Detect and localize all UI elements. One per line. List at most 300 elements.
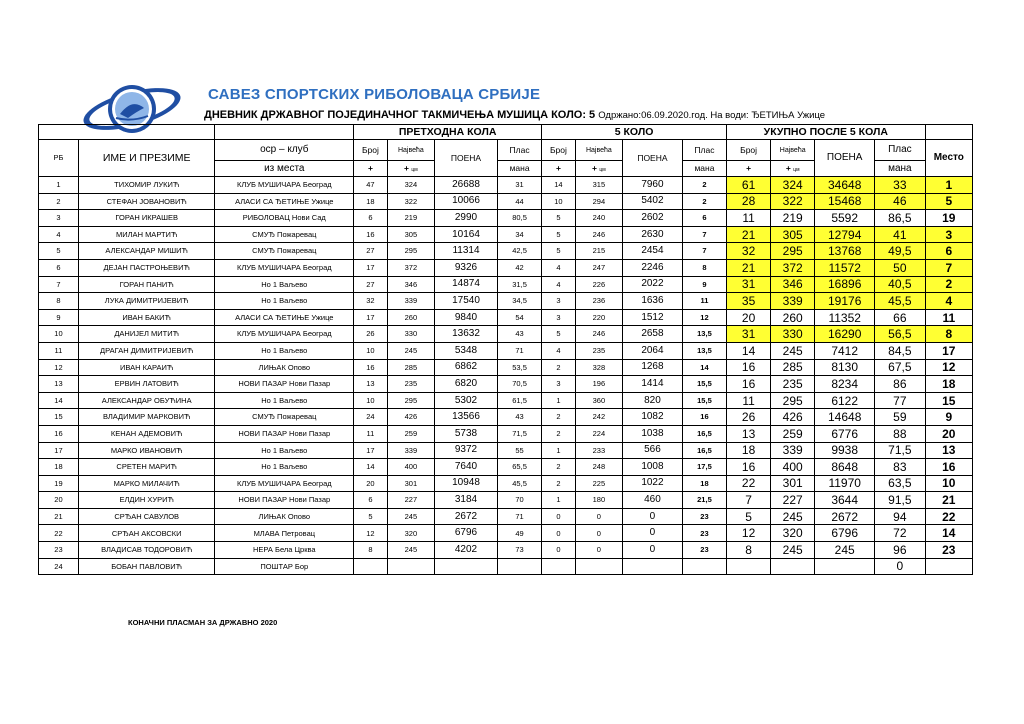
- cell-round-count: 2: [542, 459, 576, 476]
- cell-prev-points: 9372: [435, 442, 498, 459]
- cell-rb: 18: [39, 459, 79, 476]
- cell-rb: 13: [39, 376, 79, 393]
- cell-club: ЛИЊАК Опово: [215, 508, 354, 525]
- cell-round-largest: 248: [575, 459, 622, 476]
- cell-total-place: 72: [875, 525, 925, 542]
- cell-prev-place: 55: [498, 442, 542, 459]
- cell-rb: 20: [39, 492, 79, 509]
- cell-total-points: 6122: [815, 392, 875, 409]
- cell-prev-count: 13: [354, 376, 388, 393]
- cell-total-place: 86: [875, 376, 925, 393]
- cell-prev-count: 17: [354, 259, 388, 276]
- cell-rank: 15: [925, 392, 972, 409]
- results-table: [38, 124, 973, 575]
- cell-round-place: 18: [682, 475, 726, 492]
- cell-prev-place: 71: [498, 342, 542, 359]
- cell-rb: 1: [39, 177, 79, 194]
- cell-prev-points: 6820: [435, 376, 498, 393]
- cell-prev-count: 16: [354, 359, 388, 376]
- cell-prev-place: 31,5: [498, 276, 542, 293]
- header-rb: РБ: [39, 140, 79, 177]
- cell-round-points: 1512: [623, 309, 683, 326]
- cell-rb: 5: [39, 243, 79, 260]
- cell-round-count: 10: [542, 193, 576, 210]
- cell-rb: 6: [39, 259, 79, 276]
- cell-total-count: 7: [727, 492, 771, 509]
- header-round-count: Број: [542, 140, 576, 161]
- cell-rank: 22: [925, 508, 972, 525]
- cell-name: ИВАН БАКИЋ: [78, 309, 215, 326]
- cell-round-points: 1038: [623, 425, 683, 442]
- cell-total-largest: 259: [771, 425, 815, 442]
- cell-name: МАРКО МИЛАЧИЋ: [78, 475, 215, 492]
- cell-round-place: 21,5: [682, 492, 726, 509]
- cell-prev-points: 13566: [435, 409, 498, 426]
- cell-prev-count: 24: [354, 409, 388, 426]
- cell-rank: 7: [925, 259, 972, 276]
- table-row: [39, 276, 973, 293]
- cell-total-points: 11970: [815, 475, 875, 492]
- cell-rank: 5: [925, 193, 972, 210]
- cell-name: ГОРАН ПАНИЋ: [78, 276, 215, 293]
- cell-club: РИБОЛОВАЦ Нови Сад: [215, 210, 354, 227]
- unit-cm: цм: [411, 167, 418, 173]
- cell-prev-place: 44: [498, 193, 542, 210]
- cell-rb: 4: [39, 226, 79, 243]
- cell-total-largest: 285: [771, 359, 815, 376]
- cell-rank: 16: [925, 459, 972, 476]
- cell-total-place: 59: [875, 409, 925, 426]
- cell-total-count: 26: [727, 409, 771, 426]
- cell-rb: 24: [39, 558, 79, 575]
- cell-round-count: 0: [542, 542, 576, 559]
- cell-prev-largest: 320: [387, 525, 434, 542]
- cell-prev-points: 9840: [435, 309, 498, 326]
- cell-total-place: 71,5: [875, 442, 925, 459]
- cell-prev-points: 13632: [435, 326, 498, 343]
- cell-total-points: 8648: [815, 459, 875, 476]
- cell-club: Но 1 Ваљево: [215, 442, 354, 459]
- cell-round-count: 5: [542, 326, 576, 343]
- cell-round-place: 23: [682, 542, 726, 559]
- cell-prev-count: 5: [354, 508, 388, 525]
- cell-prev-largest: 339: [387, 442, 434, 459]
- cell-round-count: 2: [542, 409, 576, 426]
- cell-total-largest: 320: [771, 525, 815, 542]
- cell-total-largest: 295: [771, 243, 815, 260]
- cell-prev-largest: 301: [387, 475, 434, 492]
- cell-total-count: 31: [727, 326, 771, 343]
- cell-round-place: 2: [682, 193, 726, 210]
- cell-total-points: 6796: [815, 525, 875, 542]
- cell-club: АЛАСИ СА ЂЕТИЊЕ Ужице: [215, 309, 354, 326]
- cell-prev-largest: 346: [387, 276, 434, 293]
- cell-total-largest: 227: [771, 492, 815, 509]
- header-round-place: Плас: [682, 140, 726, 161]
- group-blank: [39, 125, 215, 140]
- cell-round-count: 5: [542, 210, 576, 227]
- cell-prev-count: 10: [354, 392, 388, 409]
- cell-round-count: 0: [542, 508, 576, 525]
- cell-prev-place: 45,5: [498, 475, 542, 492]
- cell-total-place: 49,5: [875, 243, 925, 260]
- cell-prev-largest: 426: [387, 409, 434, 426]
- cell-prev-largest: 260: [387, 309, 434, 326]
- cell-rank: 20: [925, 425, 972, 442]
- cell-round-count: 5: [542, 243, 576, 260]
- cell-round-largest: 247: [575, 259, 622, 276]
- cell-round-count: 2: [542, 475, 576, 492]
- cell-round-largest: 225: [575, 475, 622, 492]
- cell-round-points: 1022: [623, 475, 683, 492]
- cell-club: ПОШТАР Бор: [215, 558, 354, 575]
- cell-round-largest: 242: [575, 409, 622, 426]
- cell-prev-place: 70: [498, 492, 542, 509]
- header-prev-place-bottom: мана: [498, 161, 542, 177]
- header-total-largest: Највећа: [771, 140, 815, 161]
- cell-rank: 1: [925, 177, 972, 194]
- cell-name: ВЛАДИМИР МАРКОВИЋ: [78, 409, 215, 426]
- cell-rb: 14: [39, 392, 79, 409]
- cell-round-place: 9: [682, 276, 726, 293]
- cell-prev-count: 20: [354, 475, 388, 492]
- cell-total-place: 83: [875, 459, 925, 476]
- cell-prev-place: 31: [498, 177, 542, 194]
- cell-prev-place: 80,5: [498, 210, 542, 227]
- cell-round-place: 13,5: [682, 342, 726, 359]
- cell-total-place: 33: [875, 177, 925, 194]
- cell-total-count: 16: [727, 376, 771, 393]
- cell-total-count: 13: [727, 425, 771, 442]
- cell-total-count: 5: [727, 508, 771, 525]
- cell-rb: 12: [39, 359, 79, 376]
- cell-prev-place: 43: [498, 326, 542, 343]
- header-round-largest: Највећа: [575, 140, 622, 161]
- cell-prev-place: 71: [498, 508, 542, 525]
- cell-round-count: 4: [542, 259, 576, 276]
- cell-name: ЕРВИН ЛАТОВИЋ: [78, 376, 215, 393]
- cell-name: ЛУКА ДИМИТРИЈЕВИЋ: [78, 293, 215, 310]
- cell-name: СТЕФАН ЈОВАНОВИЋ: [78, 193, 215, 210]
- table-row: [39, 259, 973, 276]
- cell-prev-count: 26: [354, 326, 388, 343]
- cell-rank: 4: [925, 293, 972, 310]
- cell-total-count: 21: [727, 226, 771, 243]
- cell-prev-largest: [387, 558, 434, 575]
- cell-club: КЛУБ МУШИЧАРА Београд: [215, 177, 354, 194]
- table-row: [39, 425, 973, 442]
- cell-prev-points: 2672: [435, 508, 498, 525]
- cell-total-place: 63,5: [875, 475, 925, 492]
- cell-prev-points: 6796: [435, 525, 498, 542]
- cell-prev-largest: 295: [387, 243, 434, 260]
- cell-round-points: 0: [623, 525, 683, 542]
- cell-prev-count: 6: [354, 492, 388, 509]
- cell-prev-points: 14874: [435, 276, 498, 293]
- cell-round-largest: 226: [575, 276, 622, 293]
- cell-total-largest: 219: [771, 210, 815, 227]
- cell-total-largest: 245: [771, 508, 815, 525]
- cell-total-count: 11: [727, 392, 771, 409]
- cell-rank: 17: [925, 342, 972, 359]
- cell-club: НОВИ ПАЗАР Нови Пазар: [215, 425, 354, 442]
- header-round-place-bottom: мана: [682, 161, 726, 177]
- table-row: [39, 475, 973, 492]
- cell-prev-points: 2990: [435, 210, 498, 227]
- cell-total-place: 84,5: [875, 342, 925, 359]
- cell-rb: 9: [39, 309, 79, 326]
- cell-total-largest: 339: [771, 293, 815, 310]
- header-round-largest-plus: [575, 161, 622, 177]
- table-row: [39, 542, 973, 559]
- cell-prev-largest: 245: [387, 508, 434, 525]
- cell-prev-points: 5738: [435, 425, 498, 442]
- cell-round-place: 14: [682, 359, 726, 376]
- cell-round-largest: 246: [575, 326, 622, 343]
- group-round: 5 КОЛО: [542, 125, 727, 140]
- cell-round-count: 1: [542, 492, 576, 509]
- cell-prev-place: 54: [498, 309, 542, 326]
- cell-name: БОБАН ПАВЛОВИЋ: [78, 558, 215, 575]
- cell-prev-place: 34,5: [498, 293, 542, 310]
- cell-prev-largest: 285: [387, 359, 434, 376]
- cell-round-largest: 224: [575, 425, 622, 442]
- cell-total-points: 16896: [815, 276, 875, 293]
- cell-round-points: 1082: [623, 409, 683, 426]
- cell-total-largest: 330: [771, 326, 815, 343]
- cell-prev-points: [435, 558, 498, 575]
- table-row: [39, 226, 973, 243]
- cell-round-place: 6: [682, 210, 726, 227]
- cell-prev-place: 43: [498, 409, 542, 426]
- cell-round-place: 12: [682, 309, 726, 326]
- cell-rb: 17: [39, 442, 79, 459]
- cell-total-points: 12794: [815, 226, 875, 243]
- cell-total-points: 2672: [815, 508, 875, 525]
- header-prev-largest: Највећа: [387, 140, 434, 161]
- cell-prev-place: 42: [498, 259, 542, 276]
- cell-prev-points: 6862: [435, 359, 498, 376]
- cell-round-count: 3: [542, 293, 576, 310]
- table-row: [39, 359, 973, 376]
- cell-total-largest: 400: [771, 459, 815, 476]
- cell-rb: 15: [39, 409, 79, 426]
- cell-total-points: 8130: [815, 359, 875, 376]
- cell-club: НОВИ ПАЗАР Нови Пазар: [215, 376, 354, 393]
- cell-round-largest: 233: [575, 442, 622, 459]
- cell-total-largest: 426: [771, 409, 815, 426]
- cell-total-largest: 235: [771, 376, 815, 393]
- cell-total-count: 35: [727, 293, 771, 310]
- cell-prev-points: 10066: [435, 193, 498, 210]
- cell-prev-points: 10164: [435, 226, 498, 243]
- header-prev-count-plus: +: [354, 161, 388, 177]
- table-row: [39, 492, 973, 509]
- cell-round-points: 2246: [623, 259, 683, 276]
- cell-prev-count: 17: [354, 309, 388, 326]
- table-row: [39, 558, 973, 575]
- cell-name: МАРКО ИВАНОВИЋ: [78, 442, 215, 459]
- cell-total-place: 67,5: [875, 359, 925, 376]
- cell-round-place: 23: [682, 508, 726, 525]
- cell-club: СМУЂ Пожаревац: [215, 409, 354, 426]
- cell-round-points: 5402: [623, 193, 683, 210]
- cell-prev-largest: 400: [387, 459, 434, 476]
- cell-total-count: 18: [727, 442, 771, 459]
- cell-rb: 2: [39, 193, 79, 210]
- cell-round-points: 2602: [623, 210, 683, 227]
- cell-prev-count: 18: [354, 193, 388, 210]
- cell-rb: 23: [39, 542, 79, 559]
- cell-prev-largest: 259: [387, 425, 434, 442]
- cell-round-largest: 328: [575, 359, 622, 376]
- cell-total-place: 77: [875, 392, 925, 409]
- cell-round-place: 23: [682, 525, 726, 542]
- cell-prev-points: 5348: [435, 342, 498, 359]
- cell-round-points: 566: [623, 442, 683, 459]
- header-name: ИМЕ И ПРЕЗИМЕ: [78, 140, 215, 177]
- cell-total-place: 46: [875, 193, 925, 210]
- cell-total-place: 41: [875, 226, 925, 243]
- cell-round-place: 15,5: [682, 392, 726, 409]
- cell-club: НОВИ ПАЗАР Нови Пазар: [215, 492, 354, 509]
- cell-club: АЛАСИ СА ЂЕТИЊЕ Ужице: [215, 193, 354, 210]
- table-row: [39, 193, 973, 210]
- cell-rank: 11: [925, 309, 972, 326]
- cell-rank: 14: [925, 525, 972, 542]
- table-row: [39, 309, 973, 326]
- cell-total-count: 8: [727, 542, 771, 559]
- cell-club: Но 1 Ваљево: [215, 293, 354, 310]
- cell-club: КЛУБ МУШИЧАРА Београд: [215, 475, 354, 492]
- table-row: [39, 210, 973, 227]
- cell-total-points: 16290: [815, 326, 875, 343]
- cell-total-largest: 372: [771, 259, 815, 276]
- cell-round-largest: 360: [575, 392, 622, 409]
- cell-round-place: 7: [682, 226, 726, 243]
- group-blank-club: [215, 125, 354, 140]
- header-club-bottom: из места: [215, 161, 354, 177]
- competition-subtitle: [204, 109, 825, 121]
- cell-round-place: 17,5: [682, 459, 726, 476]
- cell-prev-count: 16: [354, 226, 388, 243]
- cell-round-count: 4: [542, 276, 576, 293]
- cell-total-largest: [771, 558, 815, 575]
- cell-round-count: 3: [542, 309, 576, 326]
- cell-prev-place: 71,5: [498, 425, 542, 442]
- cell-round-largest: 196: [575, 376, 622, 393]
- group-header-row: [39, 125, 973, 140]
- cell-round-count: 4: [542, 342, 576, 359]
- cell-total-place: 91,5: [875, 492, 925, 509]
- cell-round-largest: 315: [575, 177, 622, 194]
- cell-rank: 19: [925, 210, 972, 227]
- cell-round-place: 11: [682, 293, 726, 310]
- cell-name: ДРАГАН ДИМИТРИЈЕВИЋ: [78, 342, 215, 359]
- group-previous-rounds: ПРЕТХОДНА КОЛА: [354, 125, 542, 140]
- cell-rank: 21: [925, 492, 972, 509]
- cell-prev-largest: 330: [387, 326, 434, 343]
- cell-round-points: 0: [623, 542, 683, 559]
- header-prev-count: Број: [354, 140, 388, 161]
- cell-rb: 16: [39, 425, 79, 442]
- cell-total-points: 245: [815, 542, 875, 559]
- cell-prev-points: 4202: [435, 542, 498, 559]
- cell-rb: 21: [39, 508, 79, 525]
- cell-prev-largest: 235: [387, 376, 434, 393]
- cell-prev-count: 11: [354, 425, 388, 442]
- cell-prev-points: 3184: [435, 492, 498, 509]
- organization-title: САВЕЗ СПОРТСКИХ РИБОЛОВАЦА СРБИЈЕ: [208, 86, 541, 103]
- cell-prev-largest: 339: [387, 293, 434, 310]
- table-row: [39, 342, 973, 359]
- cell-total-largest: 295: [771, 392, 815, 409]
- cell-total-count: 31: [727, 276, 771, 293]
- cell-round-points: 7960: [623, 177, 683, 194]
- cell-prev-count: 17: [354, 442, 388, 459]
- plus-sign: +: [592, 163, 597, 173]
- cell-name: МИЛАН МАРТИЋ: [78, 226, 215, 243]
- cell-round-points: 2064: [623, 342, 683, 359]
- cell-round-count: 1: [542, 442, 576, 459]
- cell-total-largest: 245: [771, 342, 815, 359]
- cell-round-largest: 0: [575, 542, 622, 559]
- cell-club: Но 1 Ваљево: [215, 459, 354, 476]
- cell-club: Но 1 Ваљево: [215, 276, 354, 293]
- cell-total-place: 40,5: [875, 276, 925, 293]
- cell-round-count: 5: [542, 226, 576, 243]
- cell-round-largest: 0: [575, 525, 622, 542]
- header-club-top: оср – клуб: [215, 140, 354, 161]
- cell-total-count: 28: [727, 193, 771, 210]
- table-row: [39, 376, 973, 393]
- cell-prev-largest: 372: [387, 259, 434, 276]
- cell-total-largest: 301: [771, 475, 815, 492]
- cell-rb: 19: [39, 475, 79, 492]
- cell-name: ТИХОМИР ЛУКИЋ: [78, 177, 215, 194]
- cell-total-place: 45,5: [875, 293, 925, 310]
- table-row: [39, 392, 973, 409]
- cell-total-place: 86,5: [875, 210, 925, 227]
- cell-rank: 3: [925, 226, 972, 243]
- header-prev-points: ПОЕНА: [435, 140, 498, 177]
- cell-round-place: 2: [682, 177, 726, 194]
- cell-prev-count: 12: [354, 525, 388, 542]
- cell-club: МЛАВА Петровац: [215, 525, 354, 542]
- cell-name: ЕЛДИН ХУРИЋ: [78, 492, 215, 509]
- cell-rank: 6: [925, 243, 972, 260]
- cell-total-largest: 346: [771, 276, 815, 293]
- cell-round-count: 3: [542, 376, 576, 393]
- cell-prev-place: 42,5: [498, 243, 542, 260]
- table-row: [39, 293, 973, 310]
- cell-total-points: 13768: [815, 243, 875, 260]
- cell-prev-count: 27: [354, 243, 388, 260]
- cell-prev-largest: 322: [387, 193, 434, 210]
- cell-total-count: 16: [727, 459, 771, 476]
- cell-total-count: 12: [727, 525, 771, 542]
- cell-round-place: 16,5: [682, 425, 726, 442]
- cell-round-place: [682, 558, 726, 575]
- cell-round-count: 2: [542, 359, 576, 376]
- cell-rank: 23: [925, 542, 972, 559]
- cell-name: АЛЕКСАНДАР ОБУЋИНА: [78, 392, 215, 409]
- cell-prev-place: 73: [498, 542, 542, 559]
- cell-club: Но 1 Ваљево: [215, 342, 354, 359]
- subtitle-held: Одржано:06.09.2020.год. На води: ЂЕТИЊА Ужице: [598, 110, 826, 121]
- cell-club: НЕРА Бела Црква: [215, 542, 354, 559]
- cell-round-points: 0: [623, 508, 683, 525]
